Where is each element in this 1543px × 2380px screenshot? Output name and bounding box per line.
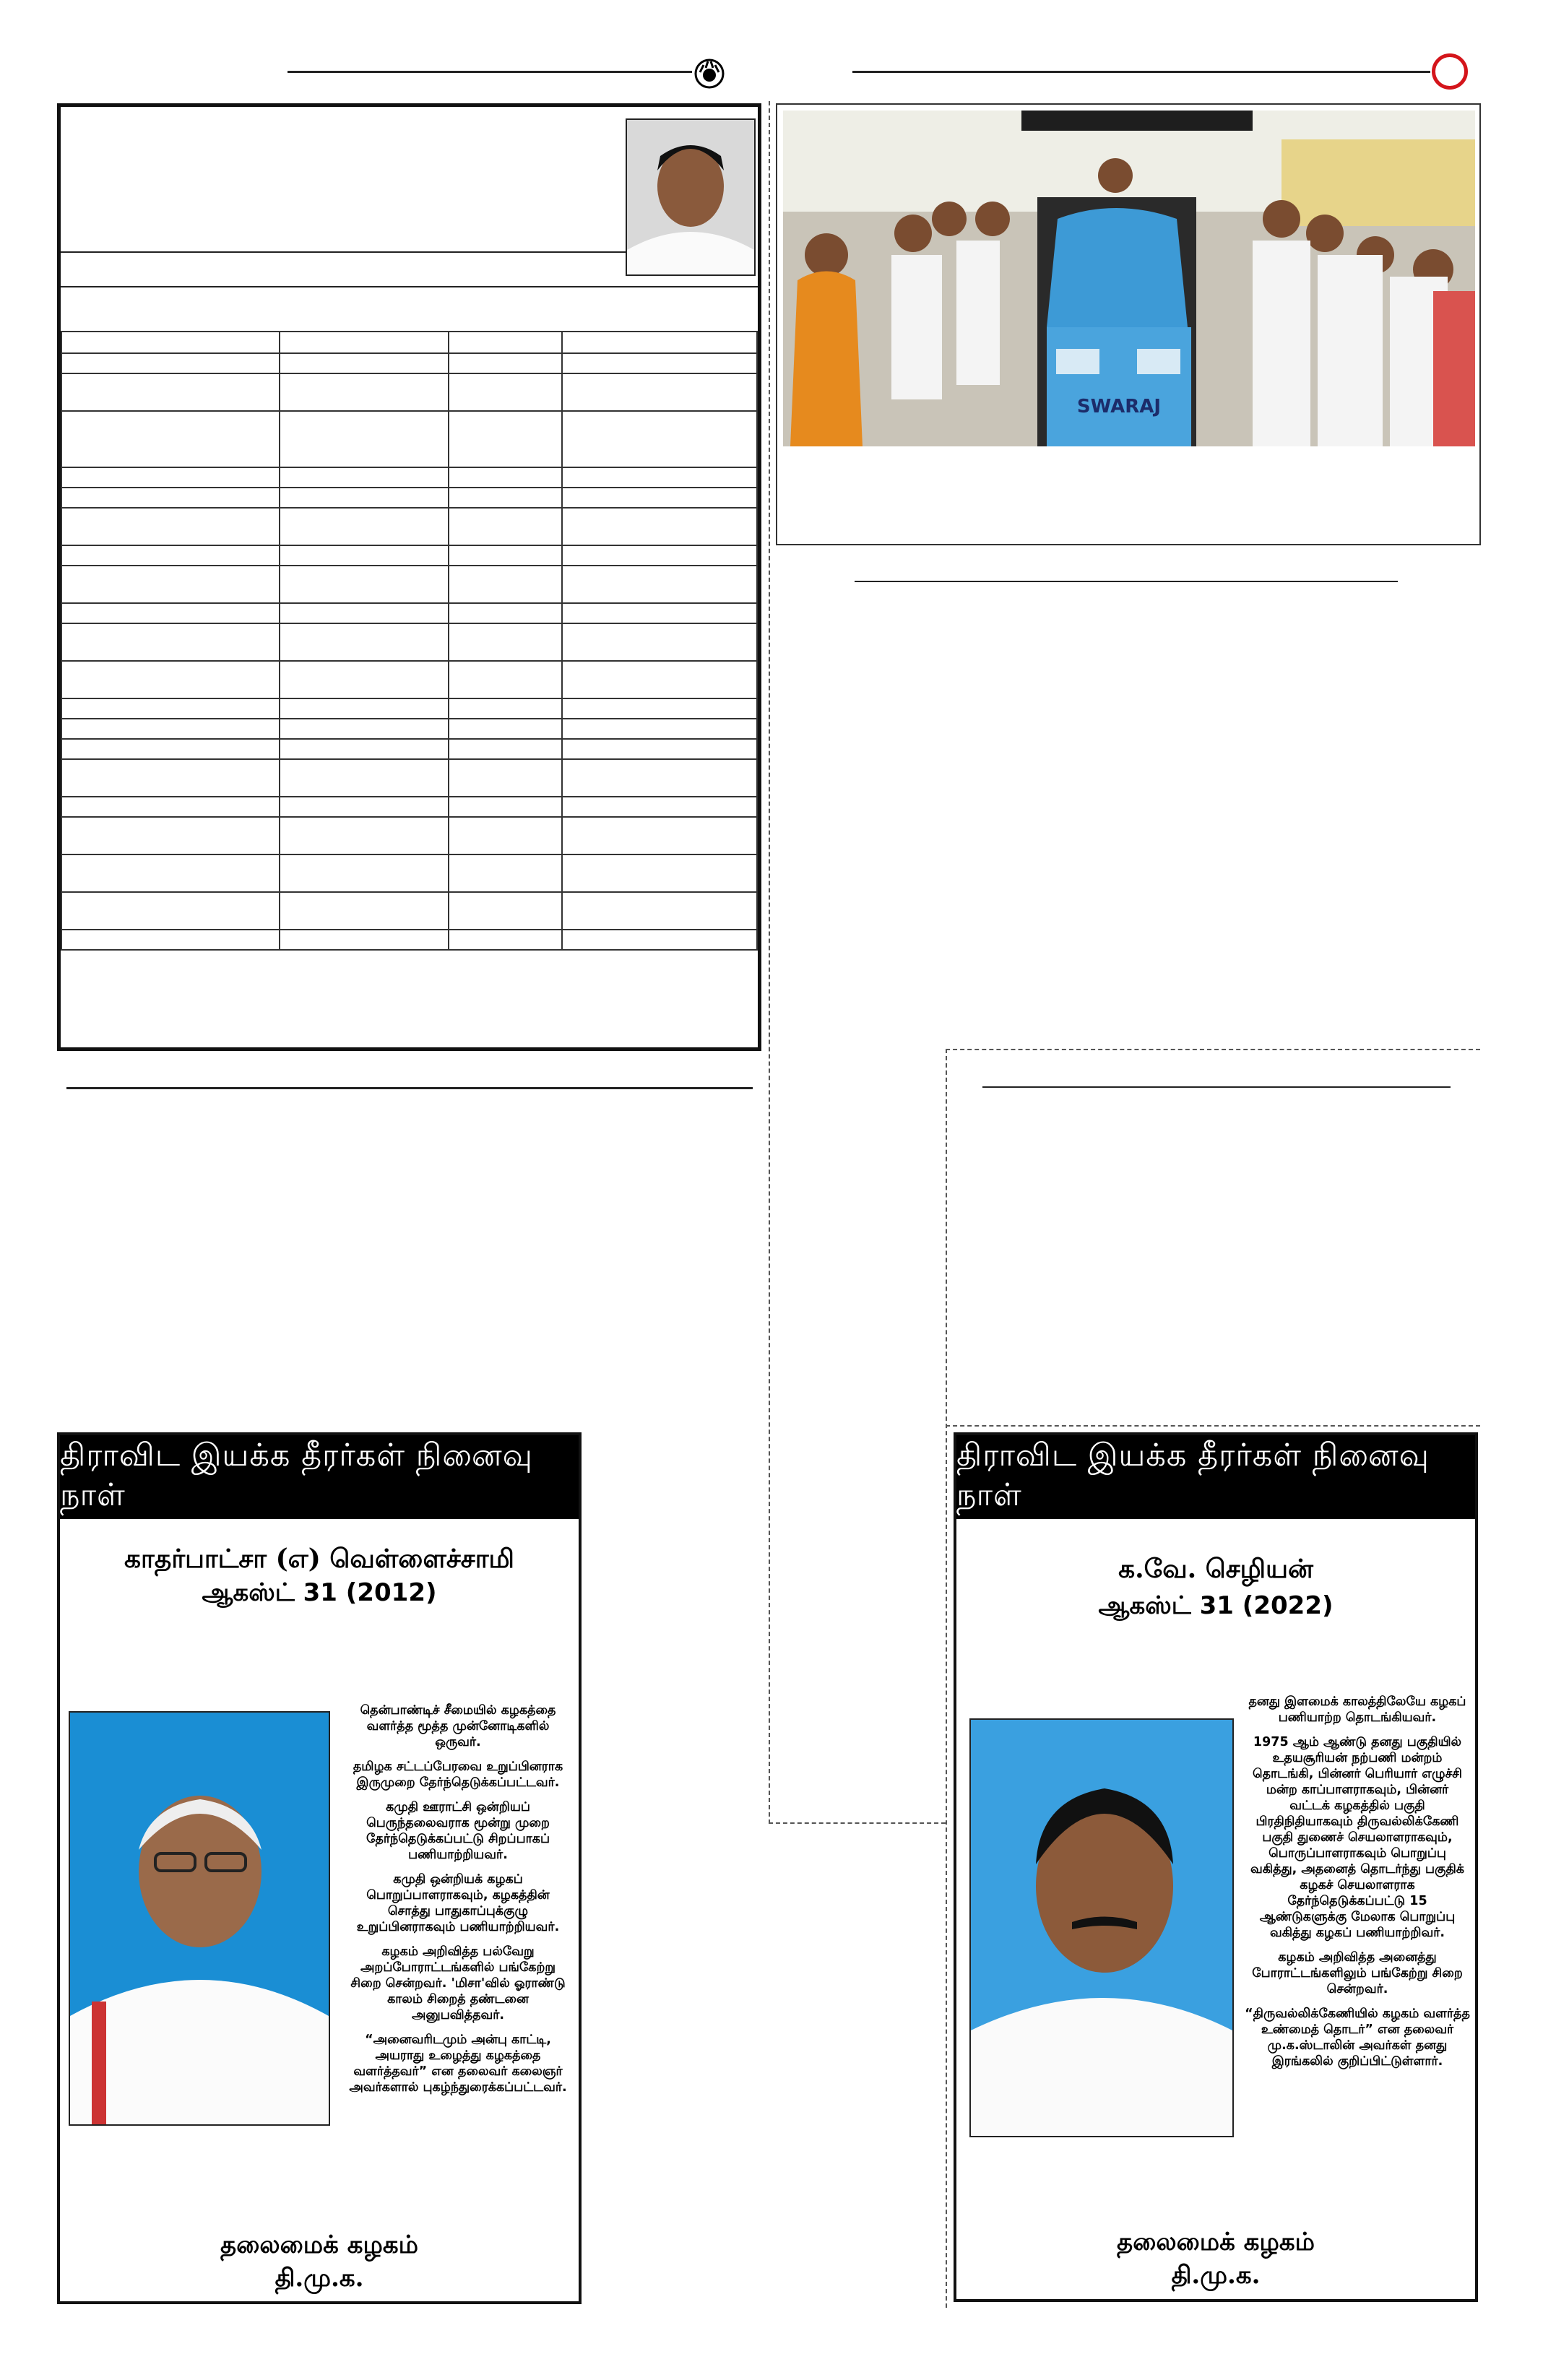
memorial-portrait [69, 1711, 330, 2126]
news-photo [783, 111, 1475, 446]
bio-paragraph: “அனைவரிடமும் அன்பு காட்டி, அயராது உழைத்து கழகத்தை வளர்த்தவர்” என தலைவர் கலைஞர் அவர்களால் புகழ்ந்துரைக்கப்பட்டவர். [349, 2033, 567, 2095]
bio-paragraph: தென்பாண்டிச் சீமையில் கழகத்தை வளர்த்த மூத்த முன்னோடிகளில் ஒருவர். [360, 1703, 556, 1749]
table-cell [61, 623, 280, 661]
memorial-date: ஆகஸ்ட் 31 (2022) [1098, 1591, 1334, 1620]
circle-emblem-icon [1432, 53, 1468, 90]
table-cell [449, 545, 562, 566]
bio-paragraph: கமுதி ஒன்றியக் கழகப் பொறுப்பாளராகவும், கழகத்தின் சொத்து பாதுகாப்புக்குழு உறுப்பினராகவும் பணியாற்றியவர். [356, 1872, 560, 1934]
table-cell [280, 545, 449, 566]
table-cell [280, 373, 449, 411]
table-cell [61, 739, 280, 759]
table-cell [562, 698, 757, 719]
table-cell [449, 623, 562, 661]
table-cell [562, 739, 757, 759]
table-cell [562, 623, 757, 661]
memorial-header: திராவிட இயக்க தீரர்கள் நினைவு நாள் [956, 1435, 1475, 1519]
table-cell [562, 797, 757, 817]
bio-paragraph: “திருவல்லிக்கேணியில் கழகம் வளர்த்த உண்மைத் தொடர்” என தலைவர் மு.க.ஸ்டாலின் அவர்கள் தனது இரங்கலில் குறிப்பிட்டுள்ளார். [1245, 2007, 1470, 2069]
panel-divider-1 [61, 251, 626, 253]
table-cell [280, 467, 449, 488]
table-cell [61, 508, 280, 545]
table-cell [280, 854, 449, 892]
table-cell [61, 467, 280, 488]
table-cell [280, 332, 449, 353]
table-cell [61, 411, 280, 467]
table-cell [280, 411, 449, 467]
table-cell [61, 545, 280, 566]
table-cell [61, 854, 280, 892]
memorial-header: திராவிட இயக்க தீரர்கள் நினைவு நாள் [60, 1435, 579, 1519]
table-cell [280, 603, 449, 623]
table-cell [61, 566, 280, 603]
table-cell [562, 332, 757, 353]
table-cell [562, 508, 757, 545]
table-cell [449, 353, 562, 373]
memorial-bio [1244, 1694, 1471, 2078]
portrait-photo-top [626, 118, 756, 276]
table-cell [562, 661, 757, 698]
table-cell [280, 930, 449, 950]
table-cell [61, 373, 280, 411]
table-cell [449, 930, 562, 950]
table-cell [449, 661, 562, 698]
table-cell [280, 353, 449, 373]
memorial-notice-2 [954, 1432, 1478, 2302]
table-cell [449, 759, 562, 797]
memorial-date: ஆகஸ்ட் 31 (2012) [202, 1578, 437, 1607]
bio-paragraph: கழகம் அறிவித்த அனைத்து போராட்டங்களிலும் பங்கேற்று சிறை சென்றவர். [1252, 1950, 1463, 1996]
section-rule-right-mid [982, 1086, 1451, 1088]
table-cell [280, 817, 449, 854]
bio-paragraph: கமுதி ஊராட்சி ஒன்றியப் பெருந்தலைவராக மூன்று முறை தேர்ந்தெடுக்கப்பட்டு சிறப்பாகப் பணியாற்றியவர். [366, 1800, 550, 1862]
sub-box-dashed-rule-2 [946, 1425, 1480, 1427]
memorial-name: க.வே. செழியன் [1118, 1554, 1313, 1584]
table-cell [562, 566, 757, 603]
table-cell [562, 892, 757, 930]
table-cell [280, 661, 449, 698]
table-cell [562, 373, 757, 411]
table-cell [280, 488, 449, 508]
table-cell [449, 892, 562, 930]
table-cell [562, 467, 757, 488]
table-cell [449, 698, 562, 719]
table-cell [562, 411, 757, 467]
results-table [61, 331, 758, 951]
table-cell [280, 759, 449, 797]
section-rule-left [66, 1087, 753, 1089]
table-cell [280, 797, 449, 817]
bio-paragraph: 1975 ஆம் ஆண்டு தனது பகுதியில் உதயசூரியன் நற்பணி மன்றம் தொடங்கி, பின்னர் பெரியார் எழுச்சி மன்ற காப்பாளராகவும், பின்னர் வட்டக் கழகத்தில் பகுதி பிரதிநிதியாகவும் திருவல்லிக்கேணி பகுதி துணைச் செயலாளராகவும், பொருப்பாளராகவும் பொறுப்பு வகித்து, அதனைத் தொடர்ந்து பகுதிக் கழகச் செயலாளராக தேர்ந்தெடுக்கப்பட்டு 15 ஆண்டுகளுக்கு மேலாக பொறுப்பு வகித்து கழகப் பணியாற்றிவர். [1250, 1735, 1464, 1940]
table-cell [562, 603, 757, 623]
table-cell [449, 817, 562, 854]
sub-column-divider-dashed [946, 1049, 947, 2308]
table-cell [280, 623, 449, 661]
table-cell [61, 603, 280, 623]
table-cell [562, 545, 757, 566]
table-cell [562, 817, 757, 854]
table-cell [280, 508, 449, 545]
table-cell [61, 332, 280, 353]
table-cell [280, 566, 449, 603]
signature-line-1: தலைமைக் கழகம் [220, 2230, 418, 2259]
signature-line-1: தலைமைக் கழகம் [1117, 2228, 1315, 2256]
masthead-rule-left [288, 71, 692, 73]
memorial-name: காதர்பாட்சா (எ) வெள்ளைச்சாமி [124, 1544, 514, 1574]
section-rule-right-top [855, 581, 1398, 582]
table-cell [449, 508, 562, 545]
table-cell [449, 332, 562, 353]
table-cell [562, 353, 757, 373]
memorial-portrait [969, 1718, 1234, 2137]
news-photo-panel [776, 103, 1481, 545]
masthead-rule-right [852, 71, 1430, 73]
table-cell [280, 892, 449, 930]
table-cell [449, 373, 562, 411]
memorial-notice-1 [57, 1432, 582, 2304]
table-cell [562, 759, 757, 797]
table-cell [562, 719, 757, 739]
table-cell [562, 854, 757, 892]
table-cell [449, 467, 562, 488]
bottom-dashed-rule [769, 1822, 946, 1824]
table-cell [61, 719, 280, 739]
sub-box-dashed-rule [946, 1049, 1480, 1050]
signature-line-2: தி.மு.க. [275, 2264, 364, 2293]
table-cell [61, 488, 280, 508]
table-cell [61, 930, 280, 950]
table-cell [562, 930, 757, 950]
table-cell [449, 566, 562, 603]
memorial-signature [60, 2228, 579, 2295]
column-divider-dashed [769, 101, 770, 1824]
table-cell [61, 353, 280, 373]
results-table-panel [57, 103, 761, 1051]
table-cell [280, 698, 449, 719]
table-cell [449, 488, 562, 508]
panel-divider-2 [61, 286, 758, 287]
table-cell [562, 488, 757, 508]
sun-emblem-icon [693, 58, 725, 90]
bio-paragraph: தனது இளமைக் காலத்திலேயே கழகப் பணியாற்ற தொடங்கியவர். [1248, 1695, 1466, 1725]
memorial-bio [343, 1702, 573, 2104]
memorial-signature [956, 2225, 1475, 2292]
table-cell [449, 739, 562, 759]
signature-line-2: தி.மு.க. [1171, 2261, 1261, 2290]
table-cell [449, 411, 562, 467]
table-cell [280, 719, 449, 739]
table-cell [449, 797, 562, 817]
table-cell [61, 797, 280, 817]
bio-paragraph: கழகம் அறிவித்த பல்வேறு அறப்போராட்டங்களில் பங்கேற்று சிறை சென்றவர். 'மிசா'வில் ஓராண்டு காலம் சிறைத் தண்டனை அனுபவித்தவர். [350, 1944, 566, 2022]
table-cell [61, 817, 280, 854]
table-cell [61, 661, 280, 698]
table-cell [280, 739, 449, 759]
table-cell [61, 698, 280, 719]
bio-paragraph: தமிழக சட்டப்பேரவை உறுப்பினராக இருமுறை தேர்ந்தெடுக்கப்பட்டவர். [353, 1760, 563, 1790]
table-cell [61, 892, 280, 930]
table-cell [449, 854, 562, 892]
table-cell [449, 603, 562, 623]
vehicle-brand-label: SWARAJ [1076, 396, 1162, 417]
table-cell [449, 719, 562, 739]
table-cell [61, 759, 280, 797]
